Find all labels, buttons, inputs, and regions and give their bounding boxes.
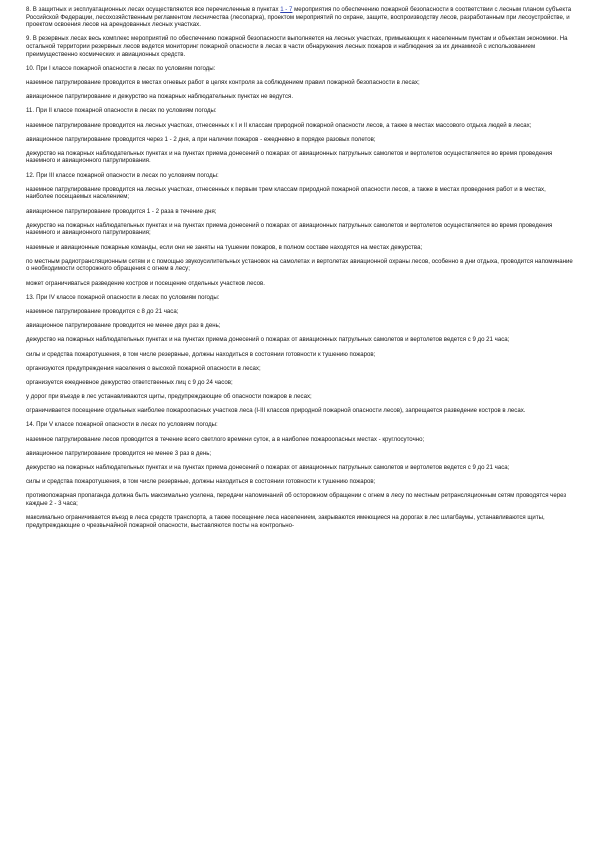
paragraph-13-item: наземное патрулирование проводится с 8 до 21 часа; <box>26 307 179 315</box>
paragraph-12-heading: 12. При III классе пожарной опасности в лесах по условиям погоды: <box>26 171 219 179</box>
paragraph-12-item: дежурство на пожарных наблюдательных пунктах и на пунктах приема донесений о пожарах от авиационных патрульных самолетов и вертолетов осуществляется во время проведения наземного и авиационного патрулирования; <box>26 221 553 237</box>
paragraph-13-item: авиационное патрулирование проводится не менее двух раз в день; <box>26 322 221 330</box>
paragraph-14-item: силы и средства пожаротушения, в том числе резервные, должны находиться в состоянии готовности к тушению пожаров; <box>26 478 376 486</box>
points-1-7-link[interactable]: 1 - 7 <box>280 6 293 13</box>
paragraph-9: 9. В резервных лесах весь комплекс мероприятий по обеспечению пожарной безопасности выполняется на лесных участках, примыкающих к населенным пунктам и объектам экономики. На остальной территории резервных лесов ведется мониторинг пожарной опасности в лесах в части обнаружения лесных пожаров и наблюдения за их динамикой с использованием преимущественно космических и авиационных средств. <box>26 35 568 58</box>
paragraph-14-item: противопожарная пропаганда должна быть максимально усилена, передачи напоминаний об осторожном обращении с огнем в лесу по местным ретрансляционным сетям проводятся через каждые 2 - 3 часа; <box>26 492 567 507</box>
paragraph-13-item: силы и средства пожаротушения, в том числе резервные, должны находиться в состоянии готовности к тушению пожаров; <box>26 350 376 358</box>
paragraph-11-heading: 11. При II классе пожарной опасности в лесах по условиям погоды: <box>26 107 217 115</box>
paragraph-10-heading: 10. При I классе пожарной опасности в лесах по условиям погоды: <box>26 64 216 72</box>
paragraph-8-text-before: 8. В защитных и эксплуатационных лесах осуществляются все перечисленные в пунктах <box>26 6 281 13</box>
paragraph-8 <box>26 6 573 29</box>
paragraph-13-heading: 13. При IV классе пожарной опасности в лесах по условиям погоды: <box>26 293 220 301</box>
paragraph-8-text-after: мероприятия по обеспечению пожарной безопасности в соответствии с лесным планом субъекта Российской Федерации, лесохозяйственным регламентом лесничества (лесопарка), проектом мероприятий по охране, защите, воспроизводству лесов, разработанным при лесоустройстве, и проектом освоения лесов на арендованных лесных участках. <box>26 6 572 29</box>
paragraph-14-item: наземное патрулирование лесов проводится в течение всего светлого времени суток, а в наиболее пожароопасных местах - круглосуточно; <box>26 435 425 443</box>
paragraph-12-item: наземное патрулирование проводится на лесных участках, отнесенных к первым трем классам природной пожарной опасности лесов, а также в местах проведения работ и в местах, наиболее посещаемых населением; <box>26 185 546 201</box>
paragraph-13-item: организуется ежедневное дежурство ответственных лиц с 9 до 24 часов; <box>26 378 233 386</box>
paragraph-12-item: наземные и авиационные пожарные команды, если они не заняты на тушении пожаров, в полном составе находятся на местах дежурства; <box>26 243 423 251</box>
paragraph-12-item: авиационное патрулирование проводится 1 - 2 раза в течение дня; <box>26 207 217 215</box>
paragraph-13-item: ограничивается посещение отдельных наиболее пожароопасных участков леса (I-III классов природной пожарной опасности лесов), запрещается разведение костров в лесах. <box>26 407 526 415</box>
paragraph-12-item: по местным радиотрансляционным сетям и с помощью звукоусилительных установок на самолетах и вертолетах авиационной охраны лесов, особенно в дни отдыха, проводится напоминание о необходимости осторожного обращения с огнем в лесу; <box>26 257 573 273</box>
paragraph-14-item: максимально ограничивается въезд в леса средств транспорта, а также посещение леса населением, закрываются имеющиеся на дорогах в лес шлагбаумы, устанавливаются щиты, предупреждающие о чрезвычайной пожарной опасности, выставляются посты на контрольно- <box>26 514 545 529</box>
paragraph-14-heading: 14. При V классе пожарной опасности в лесах по условиям погоды: <box>26 421 218 429</box>
paragraph-11-item: авиационное патрулирование проводится через 1 - 2 дня, а при наличии пожаров - ежедневно в порядке разовых полетов; <box>26 135 376 143</box>
paragraph-10-item: авиационное патрулирование и дежурство на пожарных наблюдательных пунктах не ведутся. <box>26 93 294 101</box>
paragraph-14-item: дежурство на пожарных наблюдательных пунктах и на пунктах приема донесений о пожарах от авиационных патрульных самолетов и вертолетов ведется с 9 до 21 часа; <box>26 464 510 471</box>
paragraph-12-item: может ограничиваться разведение костров и посещение отдельных участков лесов. <box>26 279 265 287</box>
paragraph-11-item: дежурство на пожарных наблюдательных пунктах и на пунктах приема донесений о пожарах от авиационных патрульных самолетов и вертолетов осуществляется во время проведения наземного и авиационного патрулирования. <box>26 149 553 165</box>
paragraph-13-item: организуются предупреждения населения о высокой пожарной опасности в лесах; <box>26 364 261 372</box>
paragraph-14-item: авиационное патрулирование проводится не менее 3 раз в день; <box>26 449 212 457</box>
paragraph-13-item: дежурство на пожарных наблюдательных пунктах и на пунктах приема донесений о пожарах от авиационных патрульных самолетов и вертолетов ведется с 9 до 21 часа; <box>26 336 510 344</box>
paragraph-10-item: наземное патрулирование проводится в местах огневых работ в целях контроля за соблюдением правил пожарной безопасности в лесах; <box>26 78 420 86</box>
paragraph-11-item: наземное патрулирование проводится на лесных участках, отнесенных к I и II классам природной пожарной опасности лесов, а также в местах массового отдыха людей в лесах; <box>26 121 532 129</box>
paragraph-13-item: у дорог при въезде в лес устанавливаются щиты, предупреждающие об опасности пожаров в лесах; <box>26 393 312 401</box>
